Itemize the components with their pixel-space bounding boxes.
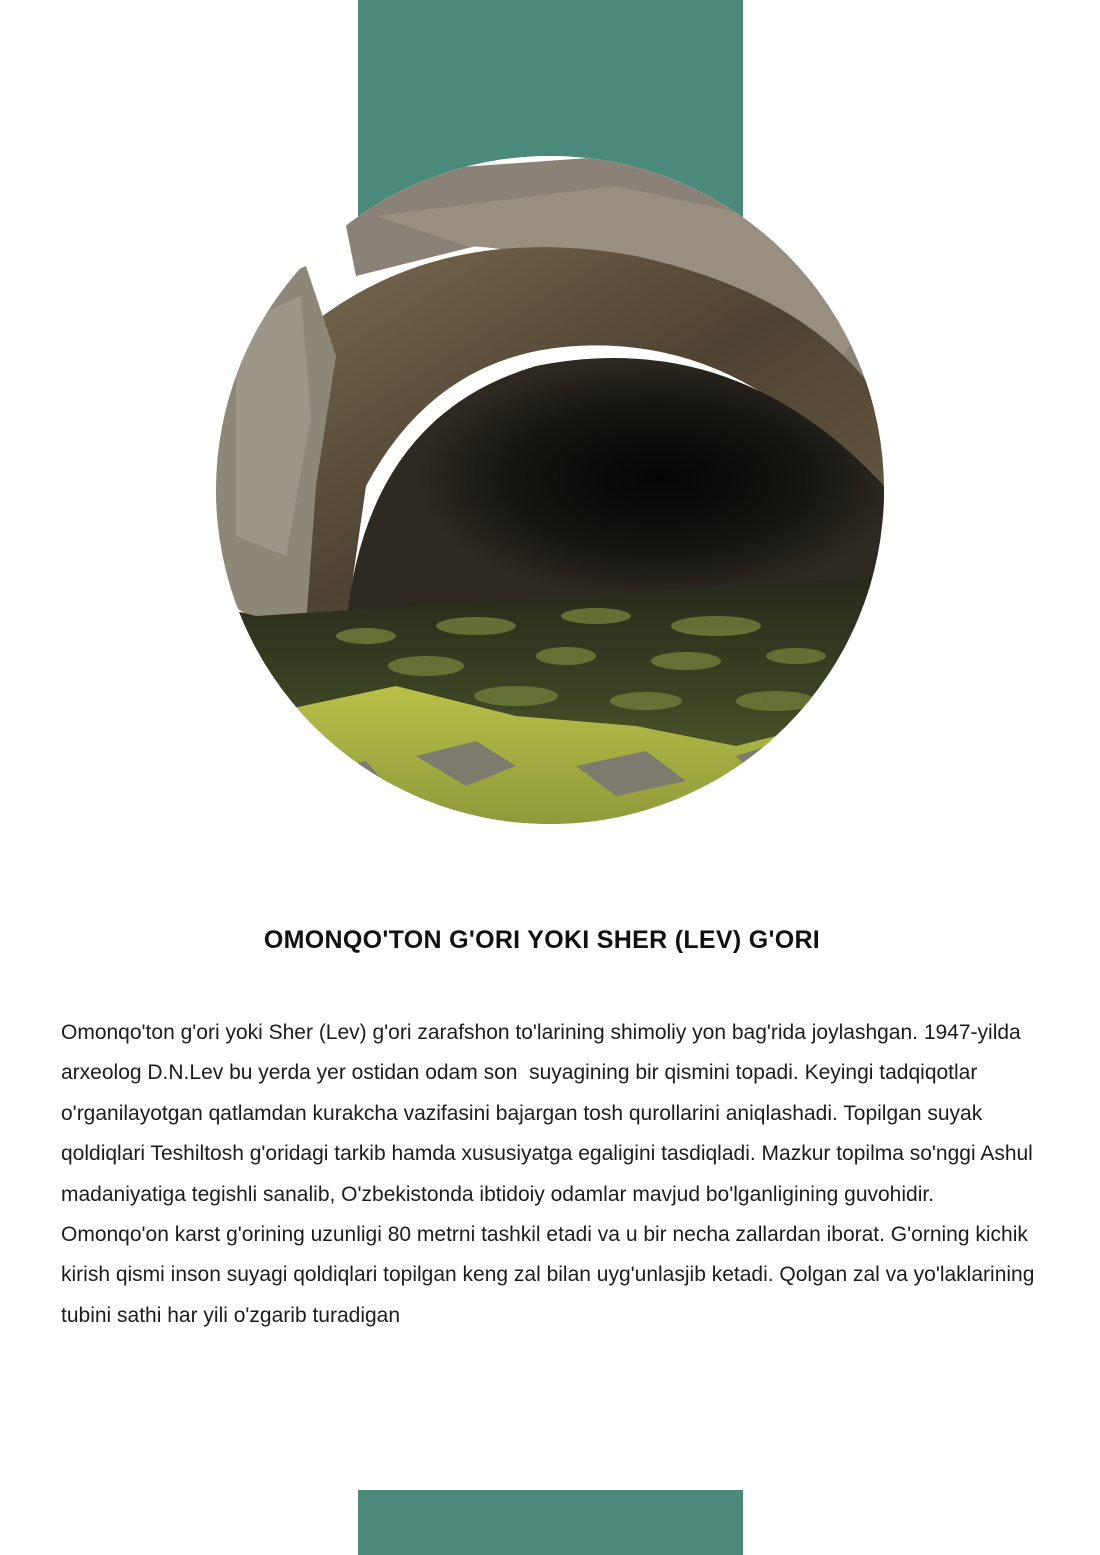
paragraph: Omonqo'on karst g'orining uzunligi 80 metrni tashkil etadi va u bir necha zallardan iborat. G'orning kichik kirish qismi inson suyagi qoldiqlari topilgan keng zal bilan uyg'unlasjib ketadi. Qolgan zal va yo'laklarining tubini sathi har yili o'zgarib turadigan <box>61 1223 1041 1327</box>
body-text <box>61 1013 1046 1336</box>
paragraph: Omonqo'ton g'ori yoki Sher (Lev) g'ori zarafshon to'larining shimoliy yon bag'rida joylashgan. 1947-yilda arxeolog D.N.Lev bu yerda yer ostidan odam son suyagining bir qismini topadi. Keyingi tadqiqotlar o'rganilayotgan qatlamdan kurakcha vazifasini bajargan tosh qurollarini aniqlashadi. Topilgan suyak qoldiqlari Teshiltosh g'oridagi tarkib hamda xususiyatga egaligini tasdiqladi. Mazkur topilma so'nggi Ashul madaniyatiga tegishli sanalib, O'zbekistonda ibtidoiy odamlar mavjud bo'lganligining guvohidir. <box>61 1021 1039 1206</box>
decorative-band-bottom <box>358 1490 743 1555</box>
page-title: OMONQO'TON G'ORI YOKI SHER (LEV) G'ORI <box>263 926 821 954</box>
cave-photo <box>216 156 884 824</box>
